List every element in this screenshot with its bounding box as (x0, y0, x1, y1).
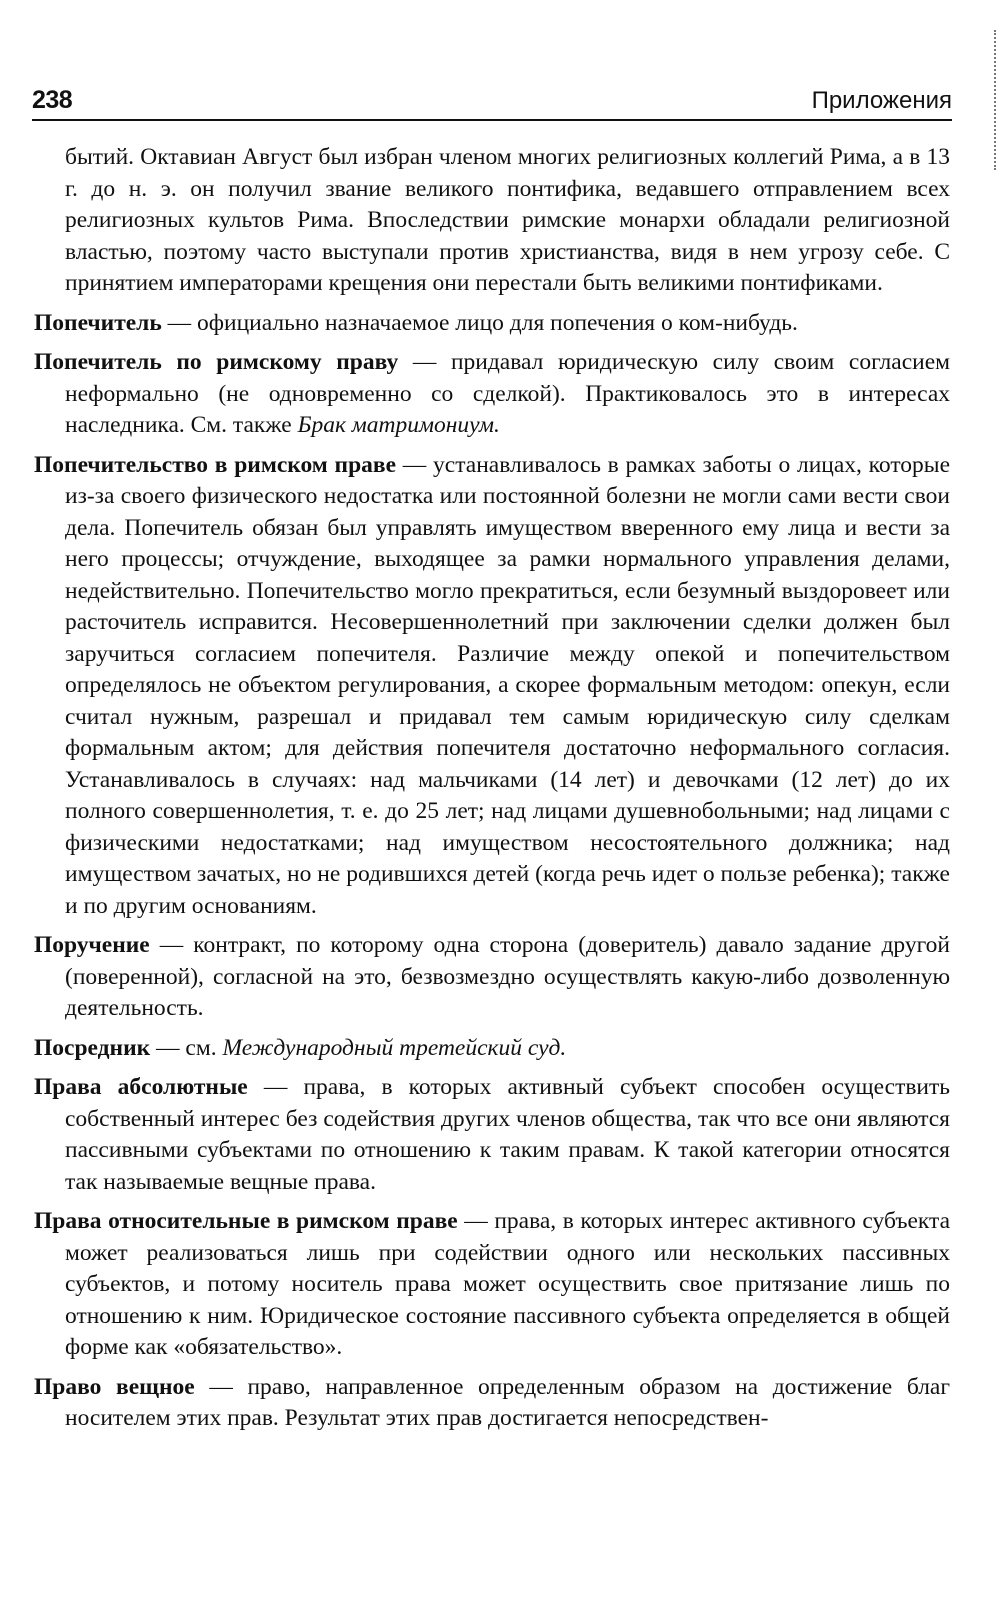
entry-term: Попечительство в римском праве (34, 451, 397, 478)
glossary-entry (34, 450, 950, 923)
scan-edge-mark (994, 30, 1006, 170)
entry-text: — см. (150, 1034, 223, 1061)
entry-cross-reference: Брак матримониум. (297, 412, 500, 438)
page-number: 238 (32, 86, 73, 114)
page-header (32, 86, 952, 121)
entry-term: Права абсолютные (34, 1074, 248, 1100)
entry-text: — права, в которых активный субъект способен осуществить собственный интерес без содействия других членов общества, так что все они являются пассивными субъектами по отношению к таким правам. К такой категории относятся так называемые вещные права. (65, 1074, 950, 1195)
entry-text: — устанавливалось в рамках заботы о лицах, которые из-за своего физического недостатка или постоянной болезни не могли сами вести свои дела. Попечитель обязан был управлять имуществом вверенного ему лица и вести за него процессы; отчуждение, выходящее за рамки нормального управления делами, недействительно. Попечительство могло прекратиться, если безумный выздоровеет или расточитель исправится. Несовершеннолетний при заключении сделки должен был заручиться согласием попечителя. Различие между опекой и попечительством определялось не объектом регулирования, а скорее формальным методом: опекун, если считал нужным, разрешал и придавал тем самым юридическую силу сделкам формальным актом; для действия попечителя достаточно неформального согласия. Устанавливалось в случаях: над мальчиками (14 лет) и девочками (12 лет) до их полного совершеннолетия, т. е. до 25 лет; над лицами душевнобольными; над лицами с физическими недостатками; над имуществом несостоятельного должника; над имуществом зачатых, но не родившихся детей (когда речь идет о пользе ребенка); также и по другим основаниям. (65, 451, 950, 919)
glossary-entry (34, 930, 950, 1025)
running-head: Приложения (811, 87, 952, 114)
continuation-paragraph: бытий. Октавиан Август был избран членом многих религиозных коллегий Рима, а в 13 г. до н. э. он получил звание великого понтифика, ведавшего отправлением всех религиозных культов Рима. Впоследствии римские монархи обладали религиозной властью, поэтому часто выступали против христианства, видя в нем угрозу себе. С принятием императорами крещения они перестали быть великими понтификами. (65, 144, 950, 296)
entry-term: Посредник (34, 1034, 151, 1061)
entry-text: — контракт, по которому одна сторона (доверитель) давало задание другой (поверенной), согласной на это, безвозмездно осуществлять какую-либо дозволенную деятельность. (65, 932, 950, 1021)
glossary-content (34, 142, 950, 1443)
entry-term: Поручение (34, 932, 150, 958)
glossary-entry (34, 1372, 950, 1435)
entry-term: Право вещное (34, 1373, 195, 1400)
glossary-entry (34, 308, 950, 340)
entry-text: — официально назначаемое лицо для попечения о ком-нибудь. (161, 309, 798, 336)
glossary-entry (34, 347, 950, 442)
entry-term: Попечитель по римскому праву (34, 349, 399, 375)
entry-text: — права, в которых интерес активного субъекта может реализоваться лишь при содействии одного или нескольких пассивных субъектов, и потому носитель права может осуществить свое притязание лишь по отношению к ним. Юридическое состояние пассивного субъекта определяется в общей форме как «обязательство». (65, 1208, 951, 1360)
entry-text: — право, направленное определенным образом на достижение благ носителем этих прав. Результат этих прав достигается непосредствен- (65, 1373, 951, 1431)
entry-text: — придавал юридическую силу своим согласием неформально (не одновременно со сделкой). Практиковалось это в интересах наследника. См. также (65, 349, 950, 438)
glossary-entry (34, 1206, 950, 1364)
entry-term: Права относительные в римском праве (34, 1208, 458, 1234)
entry-cross-reference: Международный третейский суд. (222, 1034, 567, 1061)
entry-term: Попечитель (34, 309, 162, 336)
glossary-entry (34, 1033, 950, 1065)
glossary-entry (34, 1072, 950, 1198)
